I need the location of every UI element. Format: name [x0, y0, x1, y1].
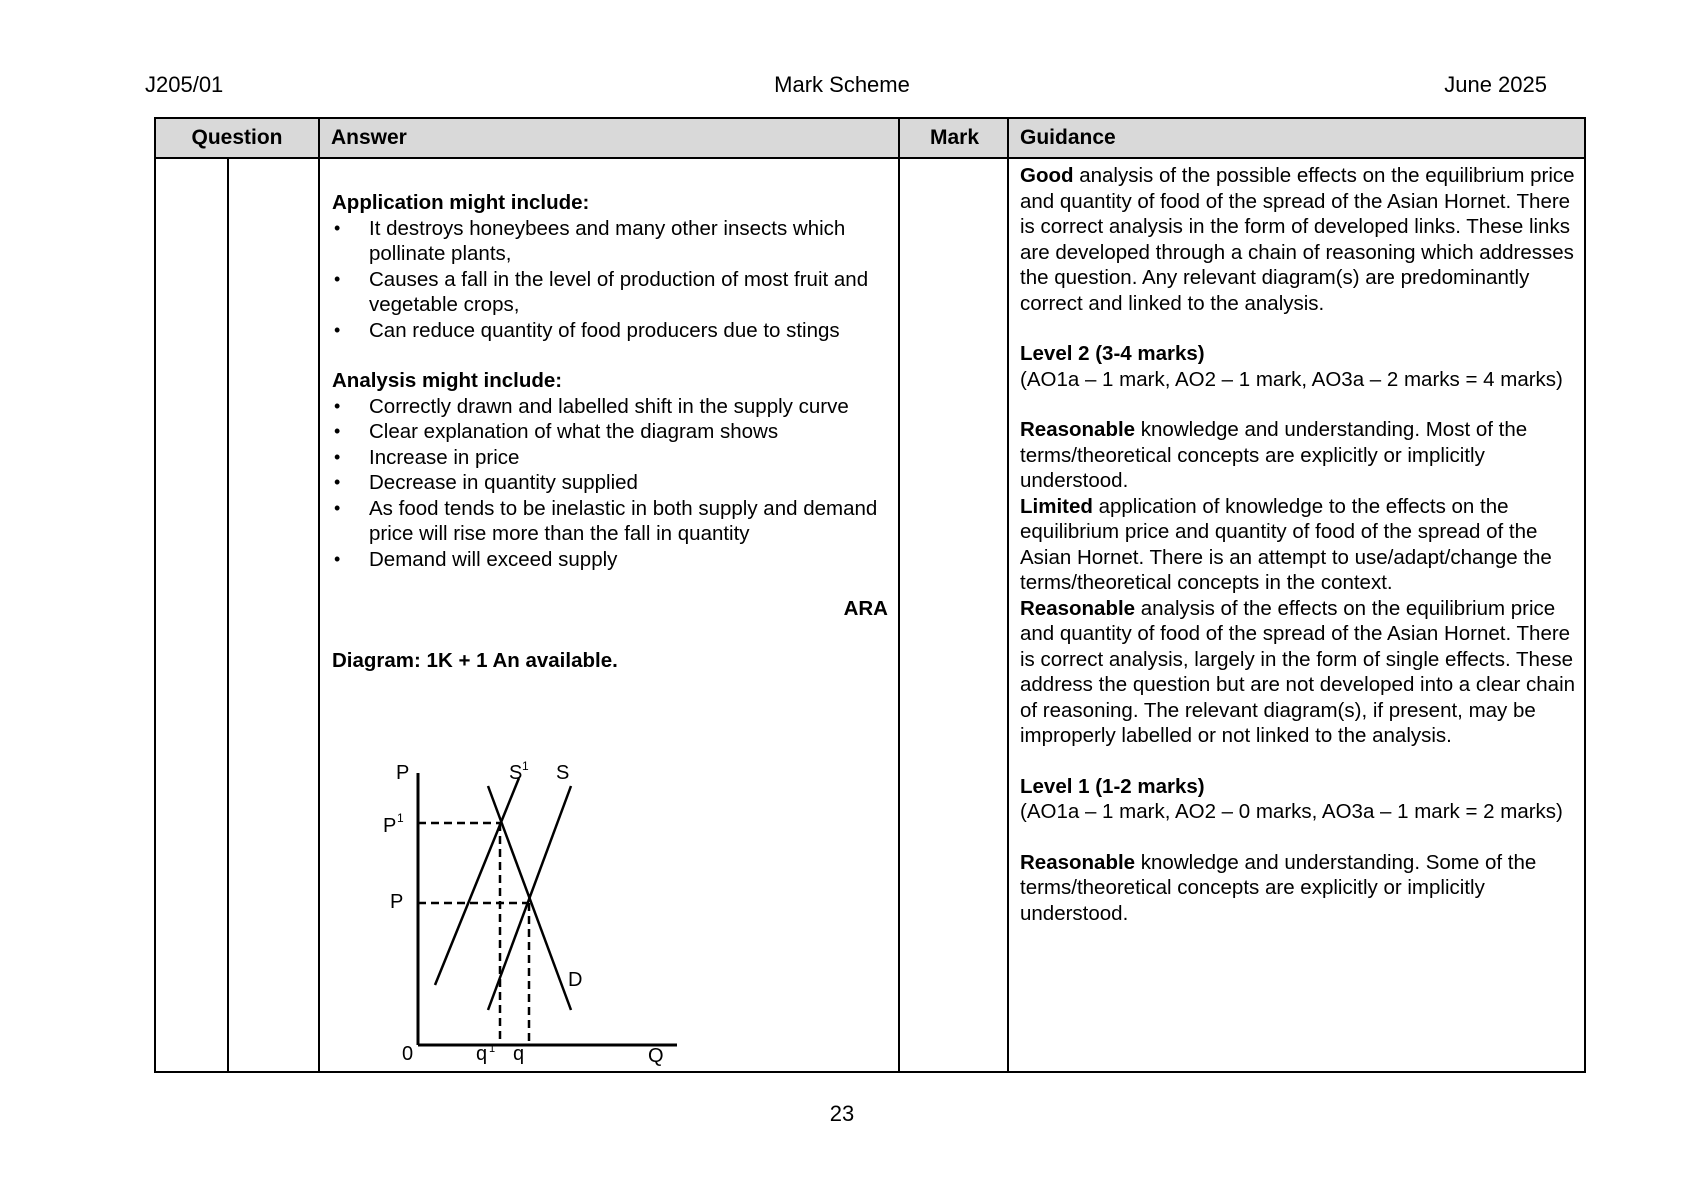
origin-label: 0 — [402, 1043, 414, 1065]
supply-curve-new — [435, 778, 519, 985]
supply-new-label: S — [509, 762, 523, 784]
supply-new-superscript: 1 — [522, 759, 529, 773]
good-text: analysis of the possible effects on the equilibrium price and quantity of food of the spread of the Asian Hornet. There is correct analysis in the form of developed links. These links are developed through a chain of reasoning which addresses the question. Any relevant diagram(s) are predominantly correct and linked to the analysis. — [1020, 164, 1575, 315]
descriptor-text: application of knowledge to the effects on the equilibrium price and quantity of food of the spread of the Asian Hornet. There is an attempt to use/adapt/change the terms/theoretical concepts in the context. — [1020, 494, 1552, 594]
descriptor-text: knowledge and understanding. Some of the terms/theoretical concepts are explicitly or implicitly understood. — [1020, 850, 1537, 925]
descriptor-bold: Reasonable — [1020, 596, 1136, 620]
document-date: June 2025 — [1444, 72, 1547, 97]
list-item: • It destroys honeybees and many other insects which pollinate plants, — [332, 216, 888, 267]
column-header-mark: Mark — [929, 126, 980, 149]
level2-ao-breakdown: (AO1a – 1 mark, AO2 – 1 mark, AO3a – 2 marks = 4 marks) — [1020, 367, 1563, 391]
document-title: Mark Scheme — [774, 72, 910, 97]
price-axis-label: P — [396, 762, 410, 784]
price-p-label: P — [390, 891, 404, 913]
column-header-guidance: Guidance — [1020, 126, 1116, 149]
list-item: • Clear explanation of what the diagram shows — [332, 419, 888, 445]
column-header-question: Question — [191, 126, 283, 149]
level1-heading: Level 1 (1-2 marks) — [1020, 774, 1205, 798]
level2-heading: Level 2 (3-4 marks) — [1020, 342, 1205, 365]
list-item: • Can reduce quantity of food producers due to stings — [332, 318, 888, 344]
list-item: • Demand will exceed supply — [332, 547, 888, 573]
quantity-axis-label: Q — [648, 1045, 664, 1067]
list-item: • Correctly drawn and labelled shift in the supply curve — [332, 394, 888, 420]
descriptor-text: knowledge and understanding. Most of the terms/theoretical concepts are explicitly or implicitly understood. — [1020, 418, 1528, 492]
diagram-heading: Diagram: 1K + 1 An available. — [332, 648, 618, 672]
price-p1-superscript: 1 — [397, 811, 404, 825]
descriptor-bold: Reasonable — [1020, 418, 1136, 441]
list-item: • Increase in price — [332, 445, 888, 471]
quantity-q1-label: q — [476, 1043, 488, 1065]
descriptor-bold: Limited — [1020, 494, 1093, 518]
descriptor-bold: Reasonable — [1020, 850, 1136, 874]
ara-label: ARA — [843, 597, 888, 620]
analysis-heading: Analysis might include: — [332, 369, 563, 392]
supply-original-label: S — [556, 762, 570, 784]
column-header-answer: Answer — [331, 126, 407, 149]
list-item: • As food tends to be inelastic in both supply and demand price will rise more than the fall in quantity — [332, 496, 888, 547]
document-code: J205/01 — [145, 72, 224, 97]
quantity-q-label: q — [513, 1043, 525, 1065]
demand-label: D — [568, 969, 583, 991]
quantity-q1-superscript: 1 — [489, 1043, 496, 1055]
price-p1-label: P — [383, 815, 397, 837]
list-item: • Decrease in quantity supplied — [332, 470, 888, 496]
descriptor-text: analysis of the effects on the equilibrium price and quantity of food of the spread of the Asian Hornet. There is correct analysis, largely in the form of single effects. These address the question but are not developed into a clear chain of reasoning. The relevant diagram(s), if present, may be improperly labelled or not linked to the analysis. — [1020, 596, 1576, 747]
level1-ao-breakdown: (AO1a – 1 mark, AO2 – 0 marks, AO3a – 1 mark = 2 marks) — [1020, 800, 1563, 823]
good-bold: Good — [1020, 164, 1074, 187]
application-heading: Application might include: — [332, 191, 590, 214]
list-item: • Causes a fall in the level of production of most fruit and vegetable crops, — [332, 267, 888, 318]
page-number: 23 — [829, 1101, 855, 1126]
